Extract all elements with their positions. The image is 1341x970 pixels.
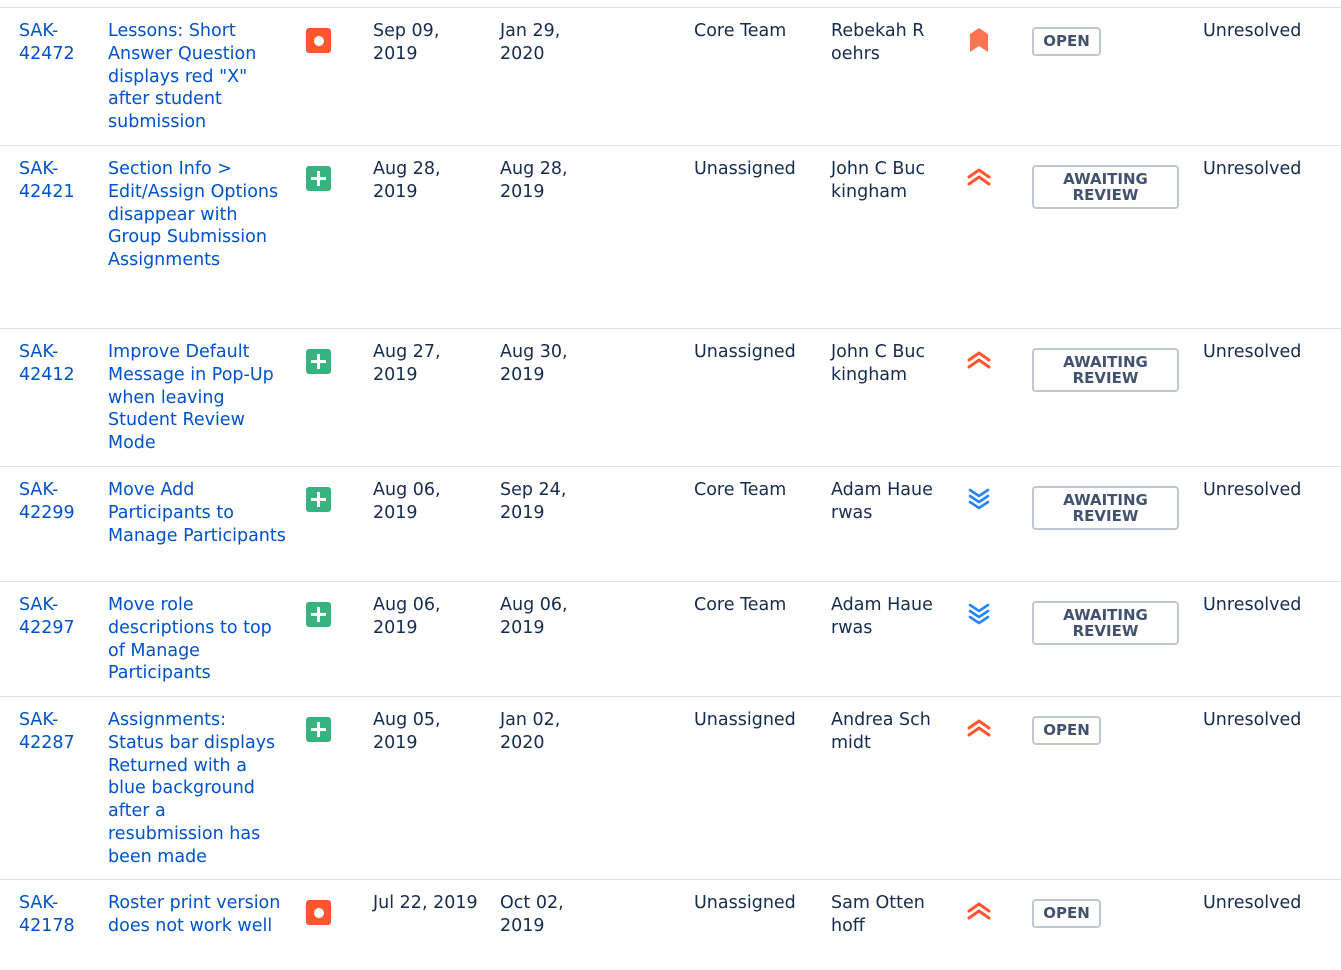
resolution: Unresolved: [1203, 595, 1302, 615]
issue-key-link[interactable]: SAK-42297: [19, 595, 75, 638]
status-badge: OPEN: [1032, 899, 1101, 928]
reporter: Adam Hauerwas: [831, 480, 933, 523]
updated-date: Jan 29, 2020: [500, 21, 561, 64]
issue-key-link[interactable]: SAK-42412: [19, 342, 75, 385]
status-badge: AWAITING REVIEW: [1032, 165, 1179, 209]
reporter: Sam Ottenhoff: [831, 893, 925, 936]
resolution: Unresolved: [1203, 893, 1302, 913]
assignee: Core Team: [694, 480, 787, 500]
reporter: John C Buckingham: [831, 342, 926, 385]
issue-summary-link[interactable]: Roster print version does not work well: [108, 893, 281, 936]
issue-summary-link[interactable]: Move role descriptions to top of Manage Participants: [108, 595, 272, 684]
assignee: Unassigned: [694, 342, 796, 362]
updated-date: Aug 06, 2019: [500, 595, 568, 638]
assignee: Core Team: [694, 595, 787, 615]
issue-key-link[interactable]: SAK-42299: [19, 480, 75, 523]
reporter: John C Buckingham: [831, 159, 926, 202]
status-badge: OPEN: [1032, 27, 1101, 56]
table-row: [0, 581, 1341, 696]
status-badge: AWAITING REVIEW: [1032, 348, 1179, 392]
issue-key-link[interactable]: SAK-42287: [19, 710, 75, 753]
created-date: Aug 28, 2019: [373, 159, 441, 202]
updated-date: Aug 28, 2019: [500, 159, 568, 202]
table-row: [0, 879, 1341, 970]
feature-icon: [306, 602, 331, 627]
created-date: Aug 27, 2019: [373, 342, 441, 385]
created-date: Sep 09, 2019: [373, 21, 440, 64]
updated-date: Oct 02, 2019: [500, 893, 564, 936]
resolution: Unresolved: [1203, 159, 1302, 179]
issue-summary-link[interactable]: Section Info > Edit/Assign Options disappear with Group Submission Assignments: [108, 159, 279, 271]
feature-icon: [306, 717, 331, 742]
updated-date: Aug 30, 2019: [500, 342, 568, 385]
resolution: Unresolved: [1203, 21, 1302, 41]
created-date: Aug 05, 2019: [373, 710, 441, 753]
table-row: [0, 696, 1341, 879]
priority-trivial-icon: [967, 602, 991, 626]
resolution: Unresolved: [1203, 480, 1302, 500]
priority-critical-icon: [967, 166, 991, 190]
assignee: Core Team: [694, 21, 787, 41]
resolution: Unresolved: [1203, 710, 1302, 730]
table-row: [0, 145, 1341, 328]
resolution: Unresolved: [1203, 342, 1302, 362]
status-badge: AWAITING REVIEW: [1032, 601, 1179, 645]
table-row: [0, 328, 1341, 466]
status-badge: OPEN: [1032, 716, 1101, 745]
updated-date: Sep 24, 2019: [500, 480, 567, 523]
created-date: Aug 06, 2019: [373, 480, 441, 523]
issue-summary-link[interactable]: Assignments: Status bar displays Returned with a blue background after a resubmission has been made: [108, 710, 276, 867]
assignee: Unassigned: [694, 893, 796, 913]
table-row: [0, 7, 1341, 145]
priority-trivial-icon: [967, 487, 991, 511]
feature-icon: [306, 349, 331, 374]
issue-summary-link[interactable]: Improve Default Message in Pop-Up when leaving Student Review Mode: [108, 342, 274, 454]
issue-key-link[interactable]: SAK-42472: [19, 21, 75, 64]
created-date: Aug 06, 2019: [373, 595, 441, 638]
priority-critical-icon: [967, 349, 991, 373]
created-date: Jul 22, 2019: [373, 893, 478, 913]
table-row: [0, 466, 1341, 581]
issue-summary-link[interactable]: Move Add Participants to Manage Participants: [108, 480, 286, 546]
bug-icon: [306, 900, 331, 925]
reporter: Rebekah Roehrs: [831, 21, 925, 64]
feature-icon: [306, 487, 331, 512]
reporter: Andrea Schmidt: [831, 710, 931, 753]
issue-key-link[interactable]: SAK-42178: [19, 893, 75, 936]
status-badge: AWAITING REVIEW: [1032, 486, 1179, 530]
assignee: Unassigned: [694, 159, 796, 179]
priority-critical-icon: [967, 717, 991, 741]
priority-major-icon: [967, 28, 991, 52]
assignee: Unassigned: [694, 710, 796, 730]
updated-date: Jan 02, 2020: [500, 710, 561, 753]
issue-key-link[interactable]: SAK-42421: [19, 159, 75, 202]
issue-summary-link[interactable]: Lessons: Short Answer Question displays red "X" after student submission: [108, 21, 257, 133]
feature-icon: [306, 166, 331, 191]
priority-critical-icon: [967, 900, 991, 924]
reporter: Adam Hauerwas: [831, 595, 933, 638]
bug-icon: [306, 28, 331, 53]
